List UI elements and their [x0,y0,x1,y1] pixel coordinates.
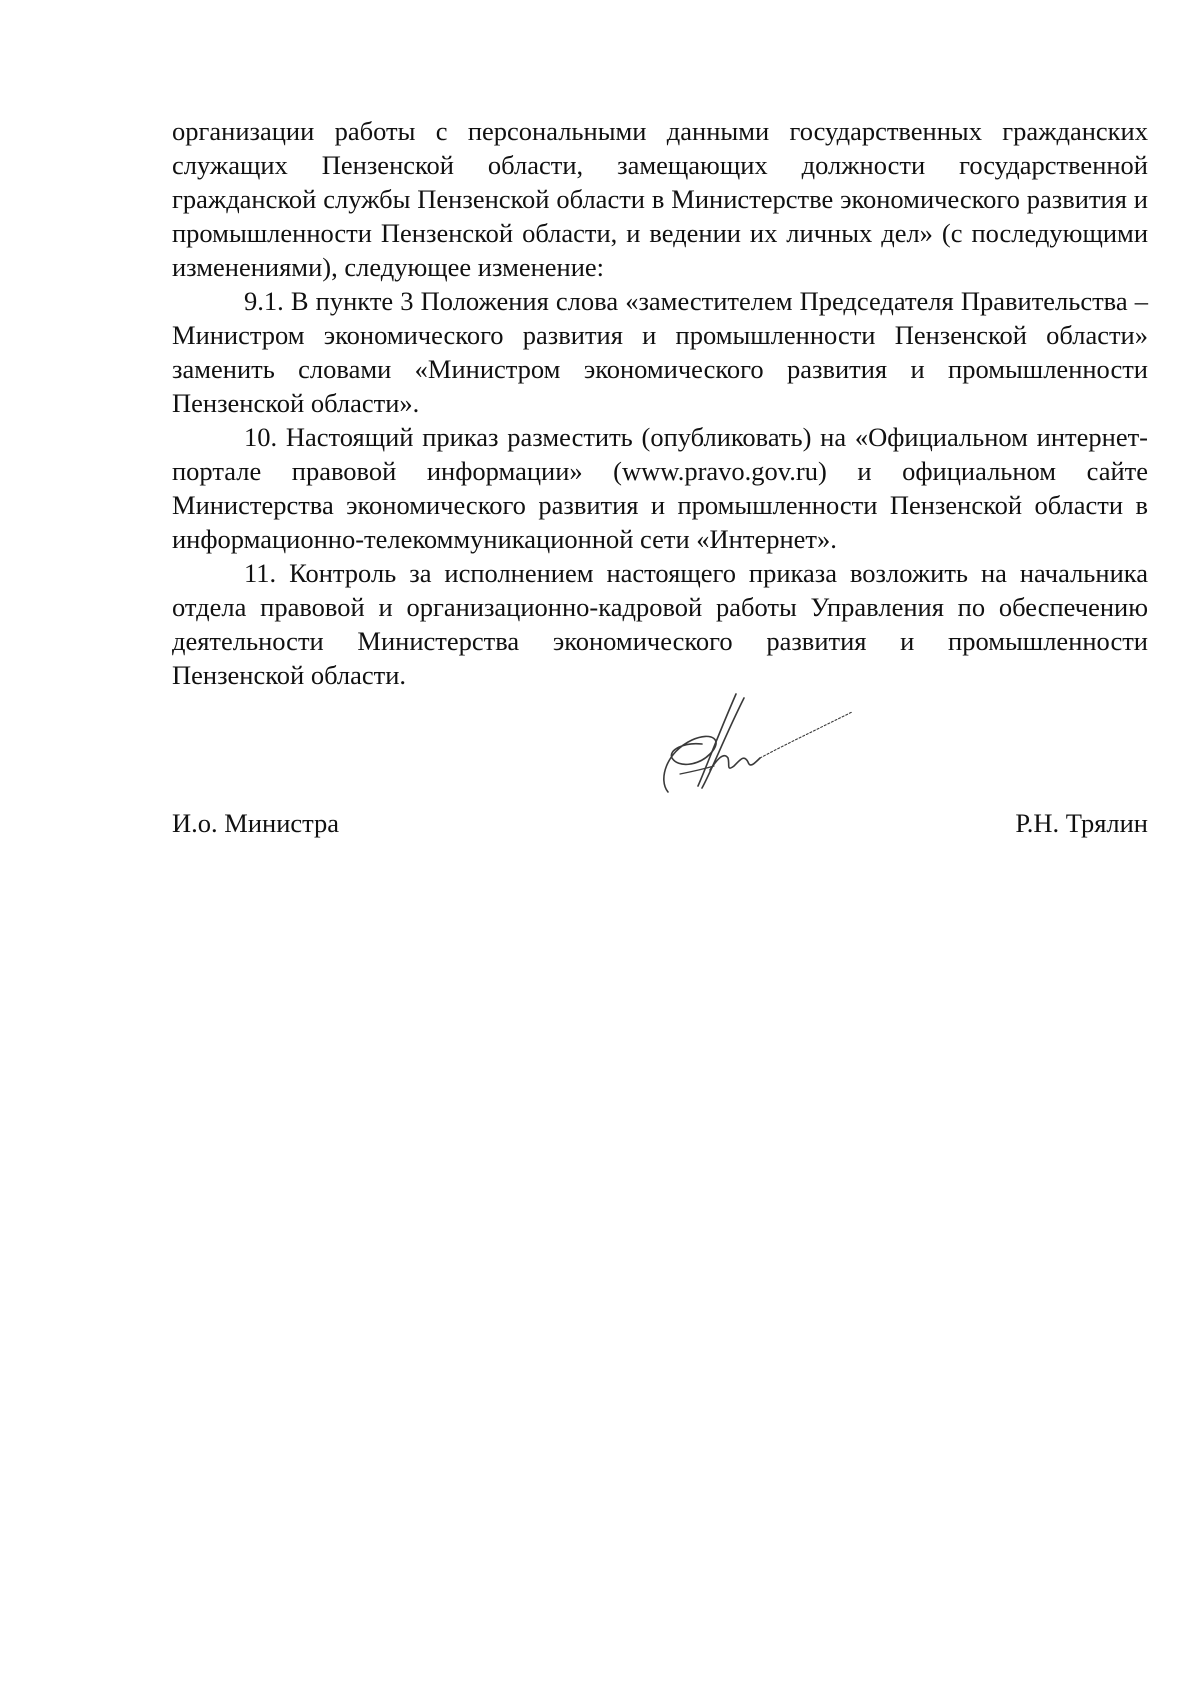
document-body [172,114,1148,692]
signature-block [172,806,1148,846]
paragraph-intro-continuation: организации работы с персональными данными государственных гражданских служащих Пензенской области, замещающих должности государственной гражданской службы Пензенской области в Министерстве экономического развития и промышленности Пензенской области, и ведении их личных дел» (с последующими изменениями), следующее изменение: [172,116,1148,282]
signatory-name: Р.Н. Трялин [1015,808,1148,838]
paragraph-9-1: 9.1. В пункте 3 Положения слова «заместителем Председателя Правительства – Министром экономического развития и промышленности Пензенской области» заменить словами «Министром экономического развития и промышленности Пензенской области». [172,286,1148,418]
paragraph-11: 11. Контроль за исполнением настоящего приказа возложить на начальника отдела правовой и организационно-кадровой работы Управления по обеспечению деятельности Министерства экономического развития и промышленности Пензенской области. [172,558,1148,690]
handwritten-signature [640,688,860,808]
signatory-title: И.о. Министра [172,808,340,838]
paragraph-10: 10. Настоящий приказ разместить (опубликовать) на «Официальном интернет-портале правовой информации» (www.pravo.gov.ru) и официальном сайте Министерства экономического развития и промышленности Пензенской области в информационно-телекоммуникационной сети «Интернет». [172,422,1148,554]
